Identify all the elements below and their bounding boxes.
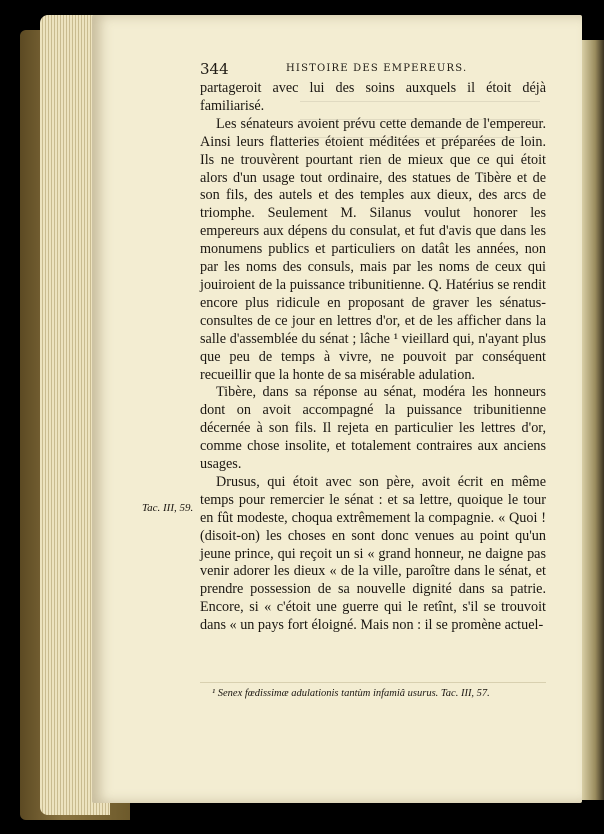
page-number: 344: [200, 60, 229, 78]
paragraph: Tibère, dans sa réponse au sénat, modéra les honneurs dont on avoit accompagné la puissance tribunitienne décernée à son fils. Il rejeta en particulier les lettres d'or, comme chose insolite, et totalement contraires aux anciens usages.: [200, 384, 546, 473]
running-title: HISTOIRE DES EMPEREURS.: [286, 63, 468, 74]
page-header: [200, 62, 545, 80]
paragraph: Drusus, qui étoit avec son père, avoit écrit en même temps pour remercier le sénat : et sa lettre, quoique le tour en fût modeste, choqua extrêmement la compagnie. « Quoi ! (disoit-on) les choses en sont donc venues au point qu'un jeune prince, qui reçoit un si « grand honneur, ne daigne pas venir adorer les dieux « de la ville, paroître dans le sénat, et prendre possession de sa nouvelle dignité dans sa patrie. Encore, si « c'étoit une guerre qui le retînt, s'il se trouvoit dans « un pays fort éloigné. Mais non : il se promène actuel-: [200, 473, 546, 634]
paragraph: Les sénateurs avoient prévu cette demande de l'empereur. Ainsi leurs flatteries étoient méditées et préparées de loin. Ils ne trouvèrent pourtant rien de mieux que ce qui étoit alors d'un usage tout ordinaire, des statues de Tibère et de son fils, des autels et des temples aux dieux, des arcs de triomphe. Seulement M. Silanus voulut honorer les empereurs aux dépens du consulat, et fut d'avis que dans les monumens publics et particuliers on datât les années, non par les noms des consuls, mais par les noms de ceux qui jouiroient de la puissance tribunitienne. Q. Hatérius se rendit encore plus ridicule en proposant de graver les sénatus-consultes de ce jour en lettres d'or, et de les afficher dans la salle d'assemblée du sénat ; lâche ¹ vieillard qui, n'ayant plus que peu de temps à vivre, ne pouvoit par conséquent recueillir que la honte de sa misérable adulation.: [200, 115, 546, 383]
paragraph-continuation: partageroit avec lui des soins auxquels il étoit déjà familiarisé.: [200, 80, 546, 114]
margin-reference: Tac. III, 59.: [142, 502, 194, 514]
body-text: [200, 80, 546, 635]
footnote: ¹ Senex fœdissimæ adulationis tantùm infamiâ usurus. Tac. III, 57.: [212, 688, 490, 699]
book-gutter-shadow: [582, 40, 604, 800]
footnote-divider: [200, 682, 546, 683]
